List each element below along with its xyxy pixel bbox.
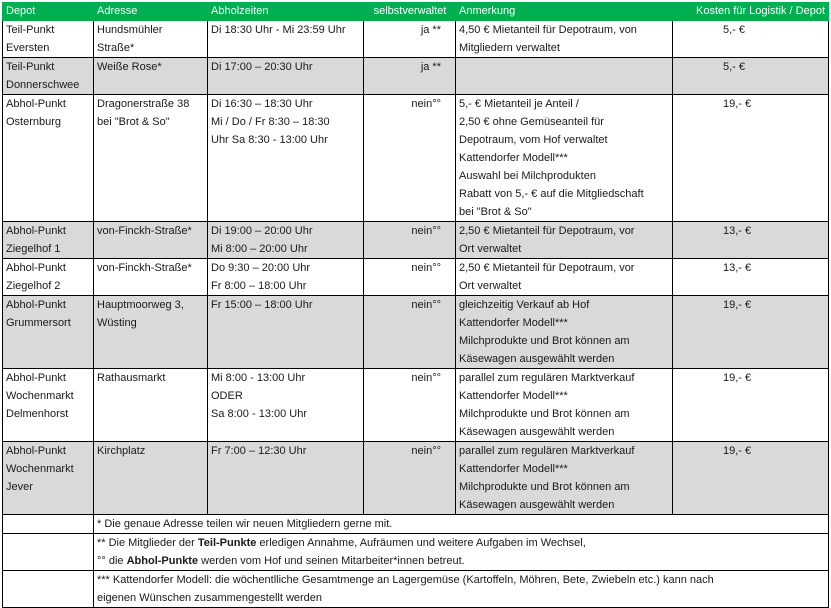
cell-note-line: Ort verwaltet bbox=[459, 243, 522, 255]
cell-note-line: 5,- € Mietanteil je Anteil / bbox=[459, 98, 579, 110]
cell-times-line: Di 17:00 – 20:30 Uhr bbox=[211, 61, 313, 73]
cell-note-line: Kattendorfer Modell*** bbox=[459, 317, 568, 329]
footnote-kattendorf-line2: eigenen Wünschen zusammengestellt werden bbox=[97, 592, 323, 604]
cell-address bbox=[94, 442, 208, 515]
cell-depot bbox=[3, 222, 94, 259]
cell-cost: 19,- € bbox=[673, 95, 829, 222]
cell-self-managed: nein°° bbox=[364, 369, 456, 442]
cell-note-line: Käsewagen ausgewählt werden bbox=[459, 499, 615, 511]
cell-note bbox=[456, 222, 673, 259]
cell-depot-line: Abhol-Punkt bbox=[6, 262, 66, 274]
cell-address-line: von-Finckh-Straße* bbox=[97, 262, 192, 274]
cell-note bbox=[456, 442, 673, 515]
cell-address bbox=[94, 369, 208, 442]
cell-address-line: von-Finckh-Straße* bbox=[97, 225, 192, 237]
cell-self-managed: nein°° bbox=[364, 296, 456, 369]
cell-times-line: Mi / Do / Fr 8:30 – 18:30 bbox=[211, 116, 330, 128]
cell-depot-line: Osternburg bbox=[6, 116, 62, 128]
cell-note bbox=[456, 21, 673, 58]
cell-address-line: bei "Brot & So" bbox=[97, 116, 170, 128]
cell-address bbox=[94, 259, 208, 296]
cell-note-line: Milchprodukte und Brot können am bbox=[459, 408, 630, 420]
cell-note bbox=[456, 296, 673, 369]
cell-depot-line: Abhol-Punkt bbox=[6, 372, 66, 384]
cell-note-line: Milchprodukte und Brot können am bbox=[459, 335, 630, 347]
cell-self-managed: nein°° bbox=[364, 222, 456, 259]
footnote-teil-pre: ** Die Mitglieder der bbox=[97, 537, 198, 549]
header-depot: Depot bbox=[3, 3, 94, 21]
cell-note-line: Ort verwaltet bbox=[459, 280, 522, 292]
cell-note-line: 2,50 € Mietanteil für Depotraum, vor bbox=[459, 262, 635, 274]
cell-times bbox=[208, 58, 364, 95]
cell-times bbox=[208, 442, 364, 515]
cell-cost: 5,- € bbox=[673, 58, 829, 95]
cell-note-line: 2,50 € ohne Gemüseanteil für bbox=[459, 116, 604, 128]
cell-note bbox=[456, 259, 673, 296]
footnote-teil bbox=[97, 534, 826, 552]
footnote-spacer bbox=[3, 571, 94, 608]
cell-depot-line: Teil-Punkt bbox=[6, 61, 55, 73]
cell-times-line: Fr 7:00 – 12:30 Uhr bbox=[211, 445, 307, 457]
footnote-kattendorf bbox=[94, 571, 829, 608]
cell-cost: 19,- € bbox=[673, 296, 829, 369]
footnote-abhol-pre: °° die bbox=[97, 555, 127, 567]
header-note: Anmerkung bbox=[456, 3, 673, 21]
cell-note bbox=[456, 95, 673, 222]
cell-depot-line: Donnerschwee bbox=[6, 79, 80, 91]
cell-address bbox=[94, 222, 208, 259]
header-address: Adresse bbox=[94, 3, 208, 21]
cell-times-line: Fr 15:00 – 18:00 Uhr bbox=[211, 299, 313, 311]
table-row bbox=[3, 259, 829, 296]
footnote-spacer bbox=[3, 515, 94, 534]
cell-address bbox=[94, 95, 208, 222]
header-row bbox=[3, 3, 829, 21]
table-row bbox=[3, 442, 829, 515]
cell-depot-line: Abhol-Punkt bbox=[6, 98, 66, 110]
cell-note-line: Kattendorfer Modell*** bbox=[459, 463, 568, 475]
table-body bbox=[3, 21, 829, 608]
cell-note-line: bei "Brot & So" bbox=[459, 206, 532, 218]
footnote-kattendorf-line1: *** Kattendorfer Modell: die wöchentlliche Gesamtmenge an Lagergemüse (Kartoffeln, Möhren, Bete, Zwiebeln etc.) kann nach bbox=[97, 574, 714, 586]
cell-times bbox=[208, 259, 364, 296]
cell-depot bbox=[3, 21, 94, 58]
footnote-address: * Die genaue Adresse teilen wir neuen Mitgliedern gerne mit. bbox=[94, 515, 829, 534]
cell-address bbox=[94, 58, 208, 95]
cell-depot-line: Ziegelhof 1 bbox=[6, 243, 61, 255]
cell-times bbox=[208, 95, 364, 222]
cell-note-line: 2,50 € Mietanteil für Depotraum, vor bbox=[459, 225, 635, 237]
cell-self-managed: nein°° bbox=[364, 95, 456, 222]
footnote-abhol-post: werden vom Hof und seinen Mitarbeiter*innen betreut. bbox=[198, 555, 465, 567]
cell-note-line: parallel zum regulären Marktverkauf bbox=[459, 372, 635, 384]
row-footnote-address bbox=[3, 515, 829, 534]
cell-times bbox=[208, 222, 364, 259]
cell-note-line: Milchprodukte und Brot können am bbox=[459, 481, 630, 493]
cell-times-line: Do 9:30 – 20:00 Uhr bbox=[211, 262, 311, 274]
header-cost: Kosten für Logistik / Depot bbox=[673, 3, 829, 21]
cell-note bbox=[456, 369, 673, 442]
cell-times-line: ODER bbox=[211, 390, 243, 402]
table-row bbox=[3, 95, 829, 222]
cell-times bbox=[208, 21, 364, 58]
cell-depot-line: Delmenhorst bbox=[6, 408, 69, 420]
cell-self-managed: ja ** bbox=[364, 58, 456, 95]
cell-depot-line: Wochenmarkt bbox=[6, 390, 74, 402]
cell-cost: 13,- € bbox=[673, 222, 829, 259]
footnote-teil-post: erledigen Annahme, Aufräumen und weitere Aufgaben im Wechsel, bbox=[256, 537, 586, 549]
row-footnote-roles bbox=[3, 534, 829, 571]
cell-note-line: Kattendorfer Modell*** bbox=[459, 390, 568, 402]
cell-times-line: Uhr Sa 8:30 - 13:00 Uhr bbox=[211, 134, 328, 146]
cell-self-managed: ja ** bbox=[364, 21, 456, 58]
cell-note-line: Auswahl bei Milchprodukten bbox=[459, 170, 596, 182]
cell-depot-line: Ziegelhof 2 bbox=[6, 280, 61, 292]
cell-depot bbox=[3, 442, 94, 515]
cell-cost: 19,- € bbox=[673, 369, 829, 442]
cell-note-line: Kattendorfer Modell*** bbox=[459, 152, 568, 164]
cell-depot bbox=[3, 95, 94, 222]
footnote-roles bbox=[94, 534, 829, 571]
cell-address bbox=[94, 296, 208, 369]
cell-self-managed: nein°° bbox=[364, 259, 456, 296]
footnote-spacer bbox=[3, 534, 94, 571]
cell-depot-line: Abhol-Punkt bbox=[6, 299, 66, 311]
cell-depot-line: Abhol-Punkt bbox=[6, 445, 66, 457]
header-self-managed: selbstverwaltet bbox=[364, 3, 456, 21]
cell-address-line: Weiße Rose* bbox=[97, 61, 162, 73]
cell-address-line: Straße* bbox=[97, 42, 135, 54]
cell-note-line: Depotraum, vom Hof verwaltet bbox=[459, 134, 608, 146]
cell-address-line: Hauptmoorweg 3, bbox=[97, 299, 184, 311]
cell-times-line: Sa 8:00 - 13:00 Uhr bbox=[211, 408, 308, 420]
table-row bbox=[3, 296, 829, 369]
cell-times-line: Mi 8:00 – 20:00 Uhr bbox=[211, 243, 308, 255]
cell-depot-line: Wochenmarkt bbox=[6, 463, 74, 475]
cell-times-line: Di 18:30 Uhr - Mi 23:59 Uhr bbox=[211, 24, 346, 36]
table-row bbox=[3, 58, 829, 95]
cell-depot-line: Abhol-Punkt bbox=[6, 225, 66, 237]
cell-address-line: Dragonerstraße 38 bbox=[97, 98, 190, 110]
cell-note-line: Rabatt von 5,- € auf die Mitgliedschaft bbox=[459, 188, 644, 200]
cell-note bbox=[456, 58, 673, 95]
cell-times-line: Mi 8:00 - 13:00 Uhr bbox=[211, 372, 306, 384]
cell-note-line: Käsewagen ausgewählt werden bbox=[459, 353, 615, 365]
table-row bbox=[3, 21, 829, 58]
cell-depot-line: Jever bbox=[6, 481, 33, 493]
depot-table bbox=[2, 2, 829, 608]
cell-times bbox=[208, 369, 364, 442]
cell-address-line: Kirchplatz bbox=[97, 445, 146, 457]
header-times: Abholzeiten bbox=[208, 3, 364, 21]
cell-depot bbox=[3, 296, 94, 369]
cell-note-line: Käsewagen ausgewählt werden bbox=[459, 426, 615, 438]
cell-times-line: Di 19:00 – 20:00 Uhr bbox=[211, 225, 313, 237]
table-row bbox=[3, 369, 829, 442]
cell-depot-line: Eversten bbox=[6, 42, 50, 54]
cell-note-line: gleichzeitig Verkauf ab Hof bbox=[459, 299, 590, 311]
depot-table-sheet bbox=[2, 2, 828, 608]
cell-depot bbox=[3, 58, 94, 95]
cell-times-line: Di 16:30 – 18:30 Uhr bbox=[211, 98, 313, 110]
footnote-abhol bbox=[97, 552, 826, 570]
cell-address-line: Hundsmühler bbox=[97, 24, 163, 36]
cell-address-line: Wüsting bbox=[97, 317, 137, 329]
cell-depot-line: Teil-Punkt bbox=[6, 24, 55, 36]
table-row bbox=[3, 222, 829, 259]
footnote-abhol-bold: Abhol-Punkte bbox=[126, 555, 199, 567]
cell-times bbox=[208, 296, 364, 369]
cell-depot bbox=[3, 259, 94, 296]
cell-note-line: parallel zum regulären Marktverkauf bbox=[459, 445, 635, 457]
cell-cost: 5,- € bbox=[673, 21, 829, 58]
cell-depot-line: Grummersort bbox=[6, 317, 71, 329]
cell-address-line: Rathausmarkt bbox=[97, 372, 166, 384]
cell-address bbox=[94, 21, 208, 58]
cell-cost: 13,- € bbox=[673, 259, 829, 296]
cell-depot bbox=[3, 369, 94, 442]
cell-cost: 19,- € bbox=[673, 442, 829, 515]
cell-times-line: Fr 8:00 – 18:00 Uhr bbox=[211, 280, 307, 292]
cell-self-managed: nein°° bbox=[364, 442, 456, 515]
cell-note-line: Mitgliedern verwaltet bbox=[459, 42, 560, 54]
cell-note-line: 4,50 € Mietanteil für Depotraum, von bbox=[459, 24, 637, 36]
row-footnote-kattendorf bbox=[3, 571, 829, 608]
footnote-teil-bold: Teil-Punkte bbox=[197, 537, 257, 549]
